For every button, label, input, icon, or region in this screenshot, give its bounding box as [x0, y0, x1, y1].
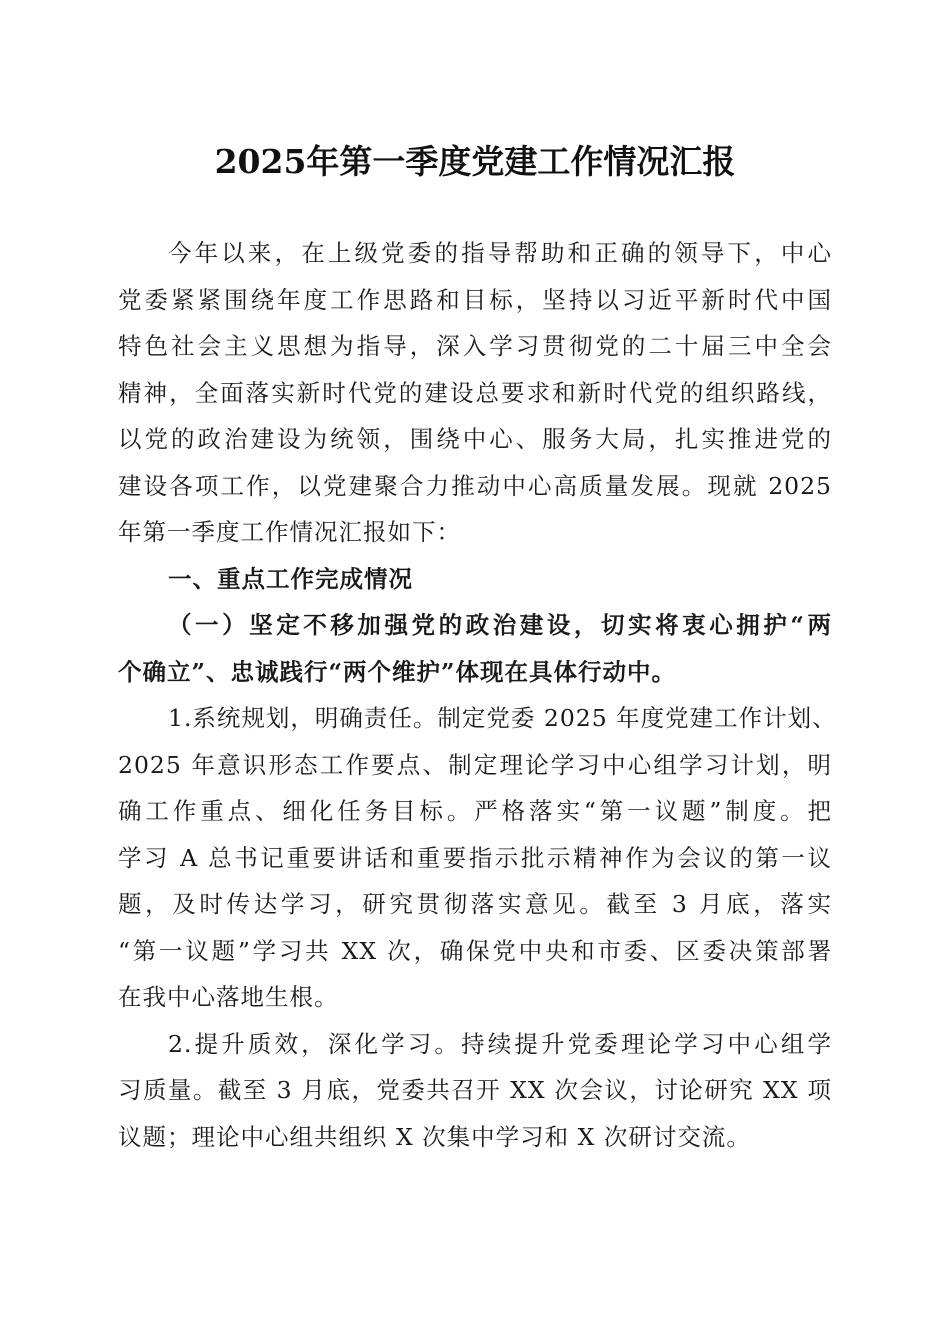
paragraph-line: 2025 年意识形态工作要点、制定理论学习中心组学习计划，明 [118, 750, 832, 779]
paragraph-line: 题，及时传达学习，研究贯彻落实意见。截至 3 月底，落实 [118, 890, 832, 918]
paragraph-line: 议题；理论中心组共组织 X 次集中学习和 X 次研讨交流。 [118, 1122, 751, 1151]
paragraph-line: 年第一季度工作情况汇报如下： [118, 518, 461, 546]
paragraph-line: 学习 A 总书记重要讲话和重要指示批示精神作为会议的第一议 [118, 843, 832, 872]
paragraph-line: 精神，全面落实新时代党的建设总要求和新时代党的组织路线， [118, 378, 832, 407]
paragraph-line: 习质量。截至 3 月底，党委共召开 XX 次会议，讨论研究 XX 项 [118, 1076, 832, 1104]
item-paragraph-2 [118, 1021, 832, 1161]
item-paragraph-1 [118, 695, 837, 1021]
section-heading [118, 556, 832, 603]
paragraph-line: 党委紧紧围绕年度工作思路和目标，坚持以习近平新时代中国 [118, 285, 832, 314]
paragraph-line: 今年以来，在上级党委的指导帮助和正确的领导下，中心 [168, 239, 832, 267]
paragraph-line: 特色社会主义思想为指导，深入学习贯彻党的二十届三中全会 [118, 332, 832, 360]
intro-paragraph [118, 230, 832, 556]
subsection-heading-line: （一）坚定不移加强党的政治建设，切实将衷心拥护“两 [168, 611, 832, 639]
subsection-heading [118, 602, 832, 695]
document-body [118, 230, 837, 1160]
paragraph-line: 确工作重点、细化任务目标。严格落实“第一议题”制度。把 [118, 797, 832, 825]
paragraph-line: “第一议题”学习共 XX 次，确保党中央和市委、区委决策部署 [118, 936, 832, 965]
paragraph-line: 2.提升质效，深化学习。持续提升党委理论学习中心组学 [168, 1029, 832, 1058]
section-heading-text: 一、重点工作完成情况 [168, 564, 413, 593]
paragraph-line: 以党的政治建设为统领，围绕中心、服务大局，扎实推进党的 [118, 425, 832, 453]
subsection-heading-line: 个确立”、忠诚践行“两个维护”体现在具体行动中。 [118, 657, 677, 686]
paragraph-line: 在我中心落地生根。 [118, 983, 339, 1011]
document-title: 2025年第一季度党建工作情况汇报 [214, 142, 736, 181]
paragraph-line: 1.系统规划，明确责任。制定党委 2025 年度党建工作计划、 [168, 704, 837, 732]
paragraph-line: 建设各项工作，以党建聚合力推动中心高质量发展。现就 2025 [118, 471, 832, 500]
